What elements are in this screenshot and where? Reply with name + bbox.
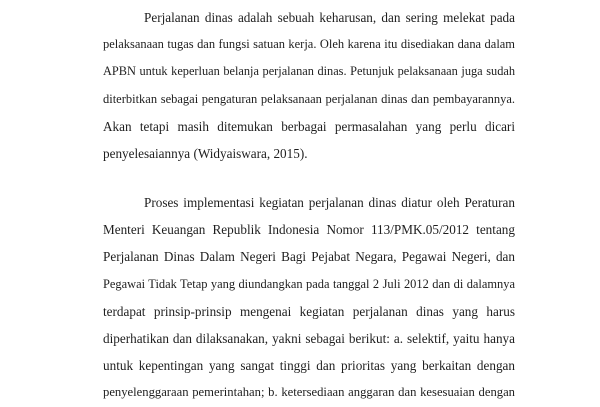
text-line: penyelesaiannya (Widyaiswara, 2015).: [103, 145, 308, 161]
paragraph-2: [103, 189, 515, 407]
text-line: Pegawai Tidak Tetap yang diundangkan pada tanggal 2 Juli 2012 dan di dalamnya: [103, 276, 515, 291]
text-line: terdapat prinsip-prinsip mengenai kegiatan perjalanan dinas yang harus: [103, 303, 515, 319]
text-line: Proses implementasi kegiatan perjalanan dinas diatur oleh Peraturan: [144, 195, 515, 210]
text-line: pelaksanaan tugas dan fungsi satuan kerja. Oleh karena itu disediakan dana dalam: [103, 37, 515, 52]
text-line: Perjalanan Dinas Dalam Negeri Bagi Pejabat Negara, Pegawai Negeri, dan: [103, 249, 515, 265]
text-line: penyelenggaraan pemerintahan; b. ketersediaan anggaran dan kesesuaian dengan: [103, 385, 515, 400]
paragraph-1: [103, 4, 515, 167]
text-line: untuk kepentingan yang sangat tinggi dan prioritas yang berkaitan dengan: [103, 358, 515, 374]
text-line: diterbitkan sebagai pengaturan pelaksanaan perjalanan dinas dan pembayarannya.: [103, 91, 515, 106]
text-line: APBN untuk keperluan belanja perjalanan dinas. Petunjuk pelaksanaan juga sudah: [103, 64, 515, 79]
text-line: Menteri Keuangan Republik Indonesia Nomor 113/PMK.05/2012 tentang: [103, 222, 515, 238]
text-line: Perjalanan dinas adalah sebuah keharusan, dan sering melekat pada: [144, 10, 515, 25]
text-line: Akan tetapi masih ditemukan berbagai permasalahan yang perlu dicari: [103, 118, 515, 134]
text-line: diperhatikan dan dilaksanakan, yakni sebagai berikut: a. selektif, yaitu hanya: [103, 330, 515, 346]
